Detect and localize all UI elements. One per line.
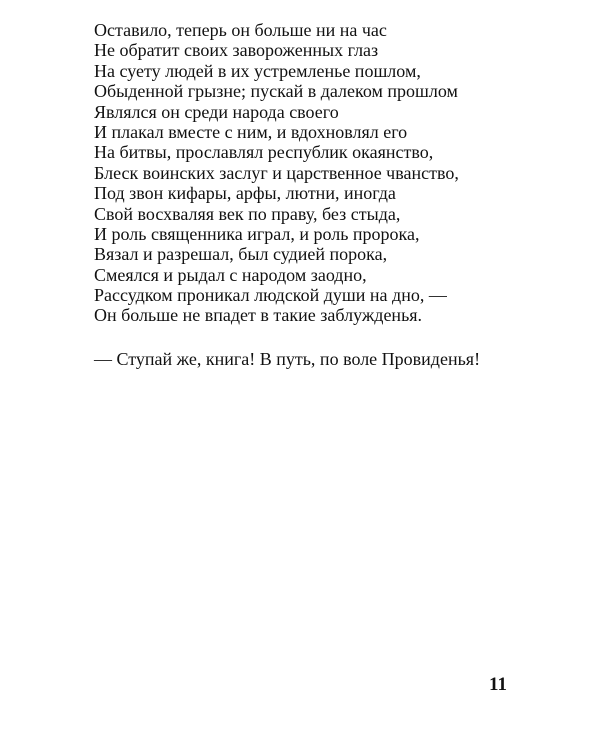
poem-line: И плакал вместе с ним, и вдохновлял его [94, 121, 408, 142]
poem-line: Свой восхваляя век по праву, без стыда, [94, 203, 401, 224]
poem-line: Он больше не впадет в такие заблужденья. [94, 305, 423, 326]
poem-line: Оставило, теперь он больше ни на час [94, 20, 387, 40]
poem-closing-line: — Ступай же, книга! В путь, по воле Провиденья! [94, 349, 481, 369]
poem-stanza [94, 20, 574, 326]
poem-line: Рассудком проникал людской души на дно, — [94, 285, 447, 306]
poem-line: Вязал и разрешал, был судией порока, [94, 244, 388, 265]
poem-line: Обыденной грызне; пускай в далеком прошлом [94, 81, 458, 102]
poem-line: Являлся он среди народа своего [94, 101, 339, 122]
page-number: 11 [489, 674, 507, 695]
poem-line: Под звон кифары, арфы, лютни, иногда [94, 183, 396, 204]
poem-line: Не обратит своих завороженных глаз [94, 40, 379, 61]
poem-line: Смеялся и рыдал с народом заодно, [94, 264, 367, 285]
poem-line: И роль священника играл, и роль пророка, [94, 223, 420, 244]
poem-line: На битвы, прославлял республик окаянство, [94, 142, 434, 163]
poem-line: Блеск воинских заслуг и царственное чванство, [94, 162, 459, 183]
poem-line: На суету людей в их устремленье пошлом, [94, 60, 421, 81]
